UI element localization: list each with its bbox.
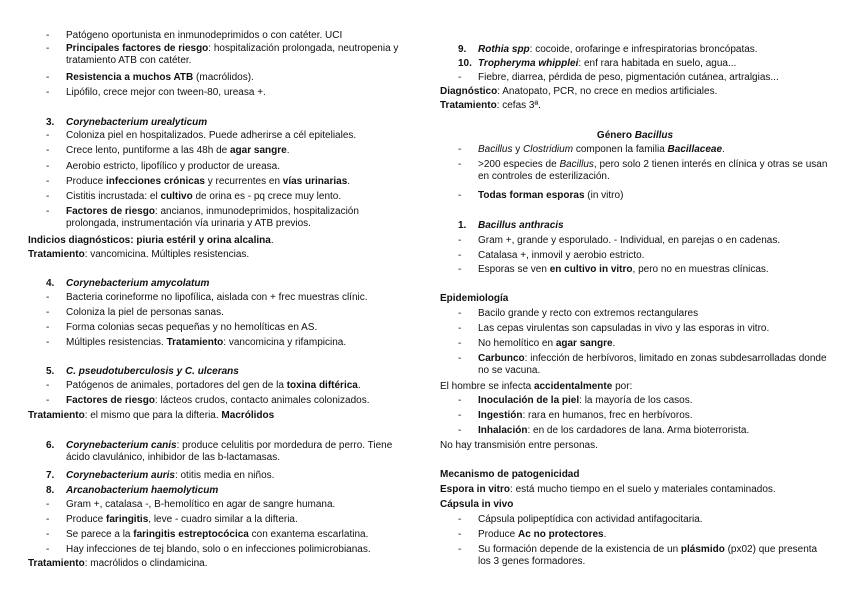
bullet-dash: -: [46, 529, 50, 540]
paragraph: [440, 86, 830, 98]
block-text: [66, 72, 410, 84]
text-run: No hemolítico en: [478, 338, 556, 349]
text-run: : produce celulitis por mordedura de perro. Tiene ácido clavulánico, inhibidor de las b-lactamasas.: [66, 440, 393, 463]
text-run: Epidemiología: [440, 293, 509, 304]
text-run: : ancianos, inmunodeprimidos, hospitalización prolongada, instrumentación vía urinaria y ATB previos.: [66, 206, 359, 229]
text-run: Tratamiento: [28, 249, 85, 260]
text-run: con exantema escarlatina.: [248, 529, 369, 540]
text-run: : vancomicina y rifampicina.: [223, 337, 347, 348]
block-text: [28, 410, 410, 422]
block-text: [66, 278, 410, 290]
bullet-dash: -: [46, 43, 50, 54]
bullet-dash: -: [46, 30, 50, 41]
text-run: Se parece a la: [66, 529, 134, 540]
block-text: [66, 322, 410, 334]
bullet-item: [458, 159, 830, 182]
bullet-item: [46, 337, 410, 349]
bullet-dash: -: [46, 380, 50, 391]
text-run: Tropheryma whipplei: [478, 58, 579, 69]
text-run: faringitis estreptocócica: [133, 529, 249, 540]
text-run: y recurrentes en: [204, 176, 283, 187]
numbered-item: [458, 58, 830, 70]
text-run: por:: [612, 381, 633, 392]
block-text: [440, 381, 830, 393]
text-run: C. pseudotuberculosis y C. ulcerans: [66, 366, 239, 377]
text-run: agar sangre: [555, 338, 613, 349]
text-run: No hay transmisión entre personas.: [440, 440, 598, 451]
block-text: [478, 58, 830, 70]
text-run: Coloniza piel en hospitalizados. Puede adherirse a cél epiteliales.: [66, 130, 357, 141]
item-number: 5.: [46, 366, 55, 377]
text-run: : enf rara habitada en suelo, agua...: [578, 58, 737, 69]
bullet-item: [458, 323, 830, 335]
text-run: : vancomicina. Múltiples resistencias.: [84, 249, 250, 260]
bullet-dash: -: [46, 514, 50, 525]
text-run: Patógeno oportunista en inmunodeprimidos o con catéter. UCI: [66, 30, 343, 41]
bullet-item: [458, 395, 830, 407]
text-run: : el mismo que para la difteria.: [84, 410, 222, 421]
block-text: [478, 308, 830, 320]
text-run: , leve - cuadro similar a la difteria.: [148, 514, 298, 525]
bullet-item: [458, 514, 830, 526]
text-run: : en de los cardadores de lana. Arma bioterrorista.: [527, 425, 750, 436]
item-number: 7.: [46, 470, 55, 481]
block-text: [28, 249, 410, 261]
block-text: [66, 30, 410, 42]
text-run: Bacillus anthracis: [478, 220, 564, 231]
item-number: 1.: [458, 220, 467, 231]
bullet-dash: -: [458, 235, 462, 246]
paragraph: [440, 440, 830, 452]
paragraph: [28, 249, 410, 261]
block-text: [66, 544, 410, 556]
text-run: Produce: [66, 514, 107, 525]
block-text: [478, 338, 830, 350]
item-number: 9.: [458, 44, 467, 55]
item-number: 4.: [46, 278, 55, 289]
text-run: Rothia spp: [478, 44, 530, 55]
text-run: (in vitro): [584, 190, 624, 201]
block-text: [478, 220, 830, 232]
text-run: Factores de riesgo: [66, 206, 155, 217]
text-run: faringitis: [106, 514, 149, 525]
text-run: Crece lento, puntiforme a las 48h de: [66, 145, 230, 156]
text-run: Catalasa +, inmovil y aerobio estricto.: [478, 250, 645, 261]
text-run: agar sangre: [229, 145, 287, 156]
text-run: : otitis media en niños.: [174, 470, 275, 481]
text-run: Indicios diagnósticos: piuria estéril y orina alcalina: [28, 235, 271, 246]
text-run: .: [286, 145, 290, 156]
bullet-item: [46, 130, 410, 142]
text-run: .: [347, 176, 351, 187]
text-run: Fiebre, diarrea, pérdida de peso, pigmentación cutánea, artralgias...: [478, 72, 779, 83]
text-run: Cistitis incrustada: el: [66, 191, 161, 202]
block-text: [478, 235, 830, 247]
bullet-dash: -: [458, 308, 462, 319]
text-run: : hospitalización prolongada, neutropenia y tratamiento ATB con catéter.: [66, 43, 399, 66]
block-text: [66, 87, 410, 99]
text-run: Gram +, catalasa -, B-hemolítico en agar de sangre humana.: [66, 499, 336, 510]
text-run: Coloniza la piel de personas sanas.: [66, 307, 224, 318]
text-run: Esporas se ven: [478, 264, 550, 275]
text-run: de orina es - pq crece muy lento.: [192, 191, 342, 202]
numbered-item: [46, 278, 410, 290]
text-run: toxina diftérica: [286, 380, 358, 391]
block-text: [478, 190, 830, 202]
numbered-item: [46, 470, 410, 482]
bullet-item: [458, 425, 830, 437]
block-text: [66, 499, 410, 511]
block-text: [440, 440, 830, 452]
block-text: [28, 558, 410, 570]
text-run: Cápsula polipeptídica con actividad antifagocitaria.: [478, 514, 703, 525]
paragraph: [440, 381, 830, 393]
section-heading: [440, 130, 830, 142]
text-run: : cefas 3ª.: [496, 100, 541, 111]
text-run: Bacillus: [478, 144, 513, 155]
text-run: Tratamiento: [28, 410, 85, 421]
block-text: [478, 250, 830, 262]
bullet-item: [46, 43, 410, 66]
text-run: Múltiples resistencias.: [66, 337, 167, 348]
text-run: : lácteos crudos, contacto animales colonizados.: [154, 395, 370, 406]
numbered-item: [46, 440, 410, 463]
bullet-dash: -: [46, 72, 50, 83]
bullet-dash: -: [46, 145, 50, 156]
numbered-item: [46, 485, 410, 497]
paragraph: [28, 410, 410, 422]
text-run: Ingestión: [478, 410, 523, 421]
bullet-item: [46, 72, 410, 84]
text-run: Corynebacterium canis: [66, 440, 177, 451]
numbered-item: [46, 366, 410, 378]
bullet-dash: -: [458, 159, 462, 170]
text-run: , pero solo 2 tienen interés en clínica y otras se usan en controles de esterilización.: [478, 159, 828, 182]
text-run: .: [603, 529, 607, 540]
item-number: 10.: [458, 58, 472, 69]
bullet-dash: -: [458, 250, 462, 261]
block-text: [440, 469, 830, 481]
paragraph: [28, 558, 410, 570]
bullet-item: [458, 338, 830, 350]
bullet-item: [46, 191, 410, 203]
bullet-item: [46, 380, 410, 392]
bullet-item: [458, 235, 830, 247]
block-text: [440, 499, 830, 511]
bullet-item: [46, 514, 410, 526]
text-run: Tratamiento: [166, 337, 224, 348]
text-run: Bacillus: [559, 159, 594, 170]
item-number: 3.: [46, 117, 55, 128]
bullet-item: [458, 250, 830, 262]
bullet-item: [458, 144, 830, 156]
block-text: [478, 514, 830, 526]
bullet-item: [46, 307, 410, 319]
text-run: Inhalación: [478, 425, 528, 436]
block-text: [66, 117, 410, 129]
text-run: : infección de herbívoros, limitado en zonas subdesarrolladas donde no se vacuna.: [478, 353, 827, 376]
item-number: 6.: [46, 440, 55, 451]
text-run: : cocoide, orofaringe e infrespiratorias broncópatas.: [529, 44, 758, 55]
text-run: Espora in vitro: [440, 484, 511, 495]
bullet-item: [46, 161, 410, 173]
text-run: Produce: [478, 529, 519, 540]
block-text: [478, 264, 830, 276]
block-text: [66, 485, 410, 497]
block-text: [478, 323, 830, 335]
block-text: [478, 44, 830, 56]
bullet-item: [46, 529, 410, 541]
bullet-dash: -: [46, 161, 50, 172]
text-run: Macrólidos: [221, 410, 275, 421]
block-text: [440, 293, 830, 305]
bullet-dash: -: [458, 264, 462, 275]
block-text: [66, 130, 410, 142]
text-run: Bacillus: [634, 130, 674, 141]
bullet-item: [46, 206, 410, 229]
text-run: Principales factores de riesgo: [66, 43, 209, 54]
bullet-dash: -: [46, 544, 50, 555]
numbered-item: [458, 220, 830, 232]
block-text: [478, 72, 830, 84]
text-run: Corynebacterium auris: [66, 470, 175, 481]
block-text: [66, 337, 410, 349]
bullet-dash: -: [46, 499, 50, 510]
text-run: El hombre se infecta: [440, 381, 534, 392]
text-run: : está mucho tiempo en el suelo y materiales contaminados.: [510, 484, 776, 495]
block-text: [66, 206, 410, 229]
text-run: Las cepas virulentas son capsuladas in vivo y las esporas in vitro.: [478, 323, 770, 334]
block-text: [66, 470, 410, 482]
text-run: Factores de riesgo: [66, 395, 155, 406]
block-text: [66, 307, 410, 319]
text-run: Clostridium: [523, 144, 574, 155]
text-run: Patógenos de animales, portadores del gen de la: [66, 380, 287, 391]
bullet-item: [46, 322, 410, 334]
block-text: [66, 161, 410, 173]
text-run: Corynebacterium urealyticum: [66, 117, 208, 128]
bullet-item: [46, 292, 410, 304]
block-text: [478, 395, 830, 407]
paragraph: [440, 469, 830, 481]
block-text: [66, 176, 410, 188]
text-run: .: [612, 338, 616, 349]
text-run: Cápsula in vivo: [440, 499, 514, 510]
text-run: Aerobio estricto, lipofílico y productor de ureasa.: [66, 161, 280, 172]
block-text: [478, 529, 830, 541]
text-run: Bacillaceae: [667, 144, 723, 155]
bullet-dash: -: [458, 190, 462, 201]
text-run: accidentalmente: [533, 381, 613, 392]
bullet-dash: -: [46, 206, 50, 217]
bullet-item: [46, 30, 410, 42]
block-text: [440, 130, 830, 142]
text-run: Inoculación de la piel: [478, 395, 580, 406]
block-text: [66, 145, 410, 157]
bullet-dash: -: [46, 395, 50, 406]
bullet-dash: -: [458, 353, 462, 364]
text-run: Todas forman esporas: [478, 190, 585, 201]
bullet-item: [46, 544, 410, 556]
bullet-item: [46, 87, 410, 99]
block-text: [478, 353, 830, 376]
bullet-dash: -: [458, 514, 462, 525]
text-run: Corynebacterium amycolatum: [66, 278, 210, 289]
block-text: [66, 292, 410, 304]
bullet-item: [458, 529, 830, 541]
bullet-item: [46, 499, 410, 511]
text-run: Tratamiento: [440, 100, 497, 111]
item-number: 8.: [46, 485, 55, 496]
text-run: Gram +, grande y esporulado. - Individual, en parejas o en cadenas.: [478, 235, 781, 246]
block-text: [28, 235, 410, 247]
paragraph: [440, 499, 830, 511]
text-run: Forma colonias secas pequeñas y no hemolíticas en AS.: [66, 322, 318, 333]
text-run: : rara en humanos, frec en herbívoros.: [522, 410, 693, 421]
text-run: Produce: [66, 176, 107, 187]
text-run: (px02) que presenta los 3 genes formadores.: [478, 544, 818, 567]
text-run: Arcanobacterium haemolyticum: [66, 485, 219, 496]
block-text: [66, 43, 410, 66]
numbered-item: [458, 44, 830, 56]
text-run: Su formación depende de la existencia de un: [478, 544, 681, 555]
bullet-item: [458, 410, 830, 422]
text-run: >200 especies de: [478, 159, 560, 170]
numbered-item: [46, 117, 410, 129]
block-text: [66, 366, 410, 378]
bullet-dash: -: [458, 395, 462, 406]
bullet-item: [458, 190, 830, 202]
block-text: [66, 440, 410, 463]
bullet-item: [458, 544, 830, 567]
bullet-item: [458, 308, 830, 320]
bullet-dash: -: [458, 323, 462, 334]
bullet-dash: -: [458, 529, 462, 540]
bullet-dash: -: [46, 292, 50, 303]
paragraph: [440, 484, 830, 496]
text-run: Lipófilo, crece mejor con tween-80, ureasa +.: [66, 87, 266, 98]
block-text: [66, 514, 410, 526]
bullet-item: [46, 395, 410, 407]
bullet-item: [458, 353, 830, 376]
text-run: en cultivo in vitro: [549, 264, 633, 275]
block-text: [478, 425, 830, 437]
text-run: infecciones crónicas: [106, 176, 205, 187]
text-run: , pero no en muestras clínicas.: [632, 264, 769, 275]
bullet-dash: -: [46, 337, 50, 348]
block-text: [478, 544, 830, 567]
bullet-item: [46, 145, 410, 157]
bullet-dash: -: [458, 410, 462, 421]
text-run: Hay infecciones de tej blando, solo o en infecciones polimicrobianas.: [66, 544, 371, 555]
text-run: Diagnóstico: [440, 86, 498, 97]
bullet-dash: -: [458, 544, 462, 555]
block-text: [478, 410, 830, 422]
block-text: [478, 144, 830, 156]
text-run: : Anatopato, PCR, no crece en medios artificiales.: [497, 86, 718, 97]
bullet-item: [458, 72, 830, 84]
text-run: cultivo: [160, 191, 193, 202]
bullet-dash: -: [46, 176, 50, 187]
text-run: Resistencia a muchos ATB: [66, 72, 194, 83]
bullet-item: [458, 264, 830, 276]
bullet-dash: -: [458, 425, 462, 436]
paragraph: [28, 235, 410, 247]
block-text: [66, 395, 410, 407]
bullet-dash: -: [46, 87, 50, 98]
text-run: Bacteria corineforme no lipofílica, aislada con + frec muestras clínic.: [66, 292, 368, 303]
text-run: Tratamiento: [28, 558, 85, 569]
paragraph: [440, 293, 830, 305]
bullet-dash: -: [458, 72, 462, 83]
block-text: [66, 380, 410, 392]
text-run: Carbunco: [478, 353, 525, 364]
text-run: plásmido: [680, 544, 725, 555]
block-text: [440, 484, 830, 496]
text-run: Bacilo grande y recto con extremos rectangulares: [478, 308, 699, 319]
text-run: (macrólidos).: [193, 72, 254, 83]
block-text: [440, 86, 830, 98]
text-run: y: [512, 144, 524, 155]
text-run: Mecanismo de patogenicidad: [440, 469, 580, 480]
text-run: Ac no protectores: [518, 529, 604, 540]
block-text: [66, 191, 410, 203]
text-run: .: [357, 380, 361, 391]
block-text: [478, 159, 830, 182]
block-text: [66, 529, 410, 541]
text-run: vías urinarias: [282, 176, 348, 187]
bullet-item: [46, 176, 410, 188]
bullet-dash: -: [46, 130, 50, 141]
bullet-dash: -: [46, 307, 50, 318]
bullet-dash: -: [458, 144, 462, 155]
text-run: .: [722, 144, 725, 155]
text-run: : macrólidos o clindamicina.: [84, 558, 208, 569]
block-text: [440, 100, 830, 112]
bullet-dash: -: [46, 322, 50, 333]
text-run: Género: [596, 130, 635, 141]
text-run: componen la familia: [573, 144, 668, 155]
text-run: : la mayoría de los casos.: [579, 395, 693, 406]
text-run: .: [270, 235, 274, 246]
paragraph: [440, 100, 830, 112]
bullet-dash: -: [46, 191, 50, 202]
bullet-dash: -: [458, 338, 462, 349]
